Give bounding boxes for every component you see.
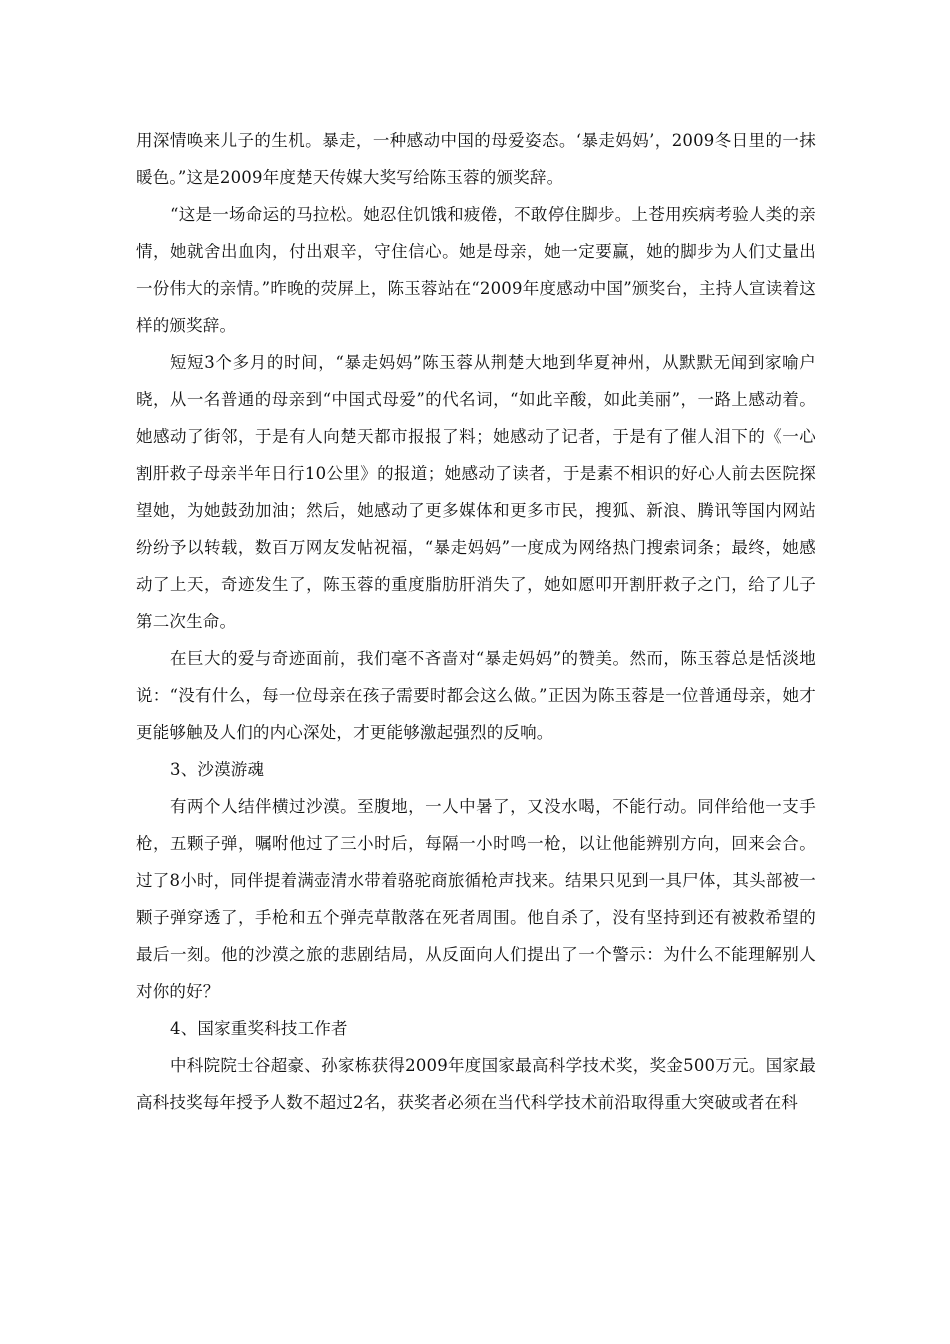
paragraph-marathon-quote: “这是一场命运的马拉松。她忍住饥饿和疲倦，不敢停住脚步。上苍用疾病考验人类的亲情，她就舍出血肉，付出艰辛，守住信心。她是母亲，她一定要赢，她的脚步为人们丈量出一份伟大的亲情。”昨晚的荧屏上，陈玉蓉站在“2009年度感动中国”颁奖台，主持人宣读着这样的颁奖辞。 — [136, 205, 816, 335]
paragraph-love-and-miracle: 在巨大的爱与奇迹面前，我们毫不吝啬对“暴走妈妈”的赞美。然而，陈玉蓉总是恬淡地说：“没有什么，每一位母亲在孩子需要时都会这么做。”正因为陈玉蓉是一位普通母亲，她才更能够触及人们的内心深处，才更能够激起强烈的反响。 — [136, 649, 816, 742]
paragraph-desert-story: 有两个人结伴横过沙漠。至腹地，一人中暑了，又没水喝，不能行动。同伴给他一支手枪，五颗子弹，嘱咐他过了三小时后，每隔一小时鸣一枪，以让他能辨别方向，回来会合。过了8小时，同伴提着满壶清水带着骆驼商旅循枪声找来。结果只见到一具尸体，其头部被一颗子弹穿透了，手枪和五个弹壳草散落在死者周围。他自杀了，没有坚持到还有被救希望的最后一刻。他的沙漠之旅的悲剧结局，从反面向人们提出了一个警示：为什么不能理解别人对你的好？ — [136, 797, 816, 1001]
paragraph-award-speech-end: 用深情唤来儿子的生机。暴走，一种感动中国的母爱姿态。‘暴走妈妈’，2009冬日里的一抹暖色。”这是2009年度楚天传媒大奖写给陈玉蓉的颁奖辞。 — [136, 131, 816, 187]
section-heading-desert-soul: 3、沙漠游魂 — [170, 760, 265, 779]
document-page — [136, 122, 816, 1121]
paragraph-science-award: 中科院院士谷超豪、孙家栋获得2009年度国家最高科学技术奖，奖金500万元。国家最高科技奖每年授予人数不超过2名，获奖者必须在当代科学技术前沿取得重大突破或者在科 — [136, 1056, 816, 1112]
paragraph-three-months: 短短3个多月的时间，“暴走妈妈”陈玉蓉从荆楚大地到华夏神州，从默默无闻到家喻户晓，从一名普通的母亲到“中国式母爱”的代名词，“如此辛酸，如此美丽”，一路上感动着。她感动了街邻，于是有人向楚天都市报报了料；她感动了记者，于是有了催人泪下的《一心割肝救子母亲半年日行10公里》的报道；她感动了读者，于是素不相识的好心人前去医院探望她，为她鼓劲加油；然后，她感动了更多媒体和更多市民，搜狐、新浪、腾讯等国内网站纷纷予以转载，数百万网友发帖祝福，“暴走妈妈”一度成为网络热门搜索词条；最终，她感动了上天，奇迹发生了，陈玉蓉的重度脂肪肝消失了，她如愿叩开割肝救子之门，给了儿子第二次生命。 — [136, 353, 816, 631]
section-heading-national-award: 4、国家重奖科技工作者 — [170, 1019, 348, 1038]
